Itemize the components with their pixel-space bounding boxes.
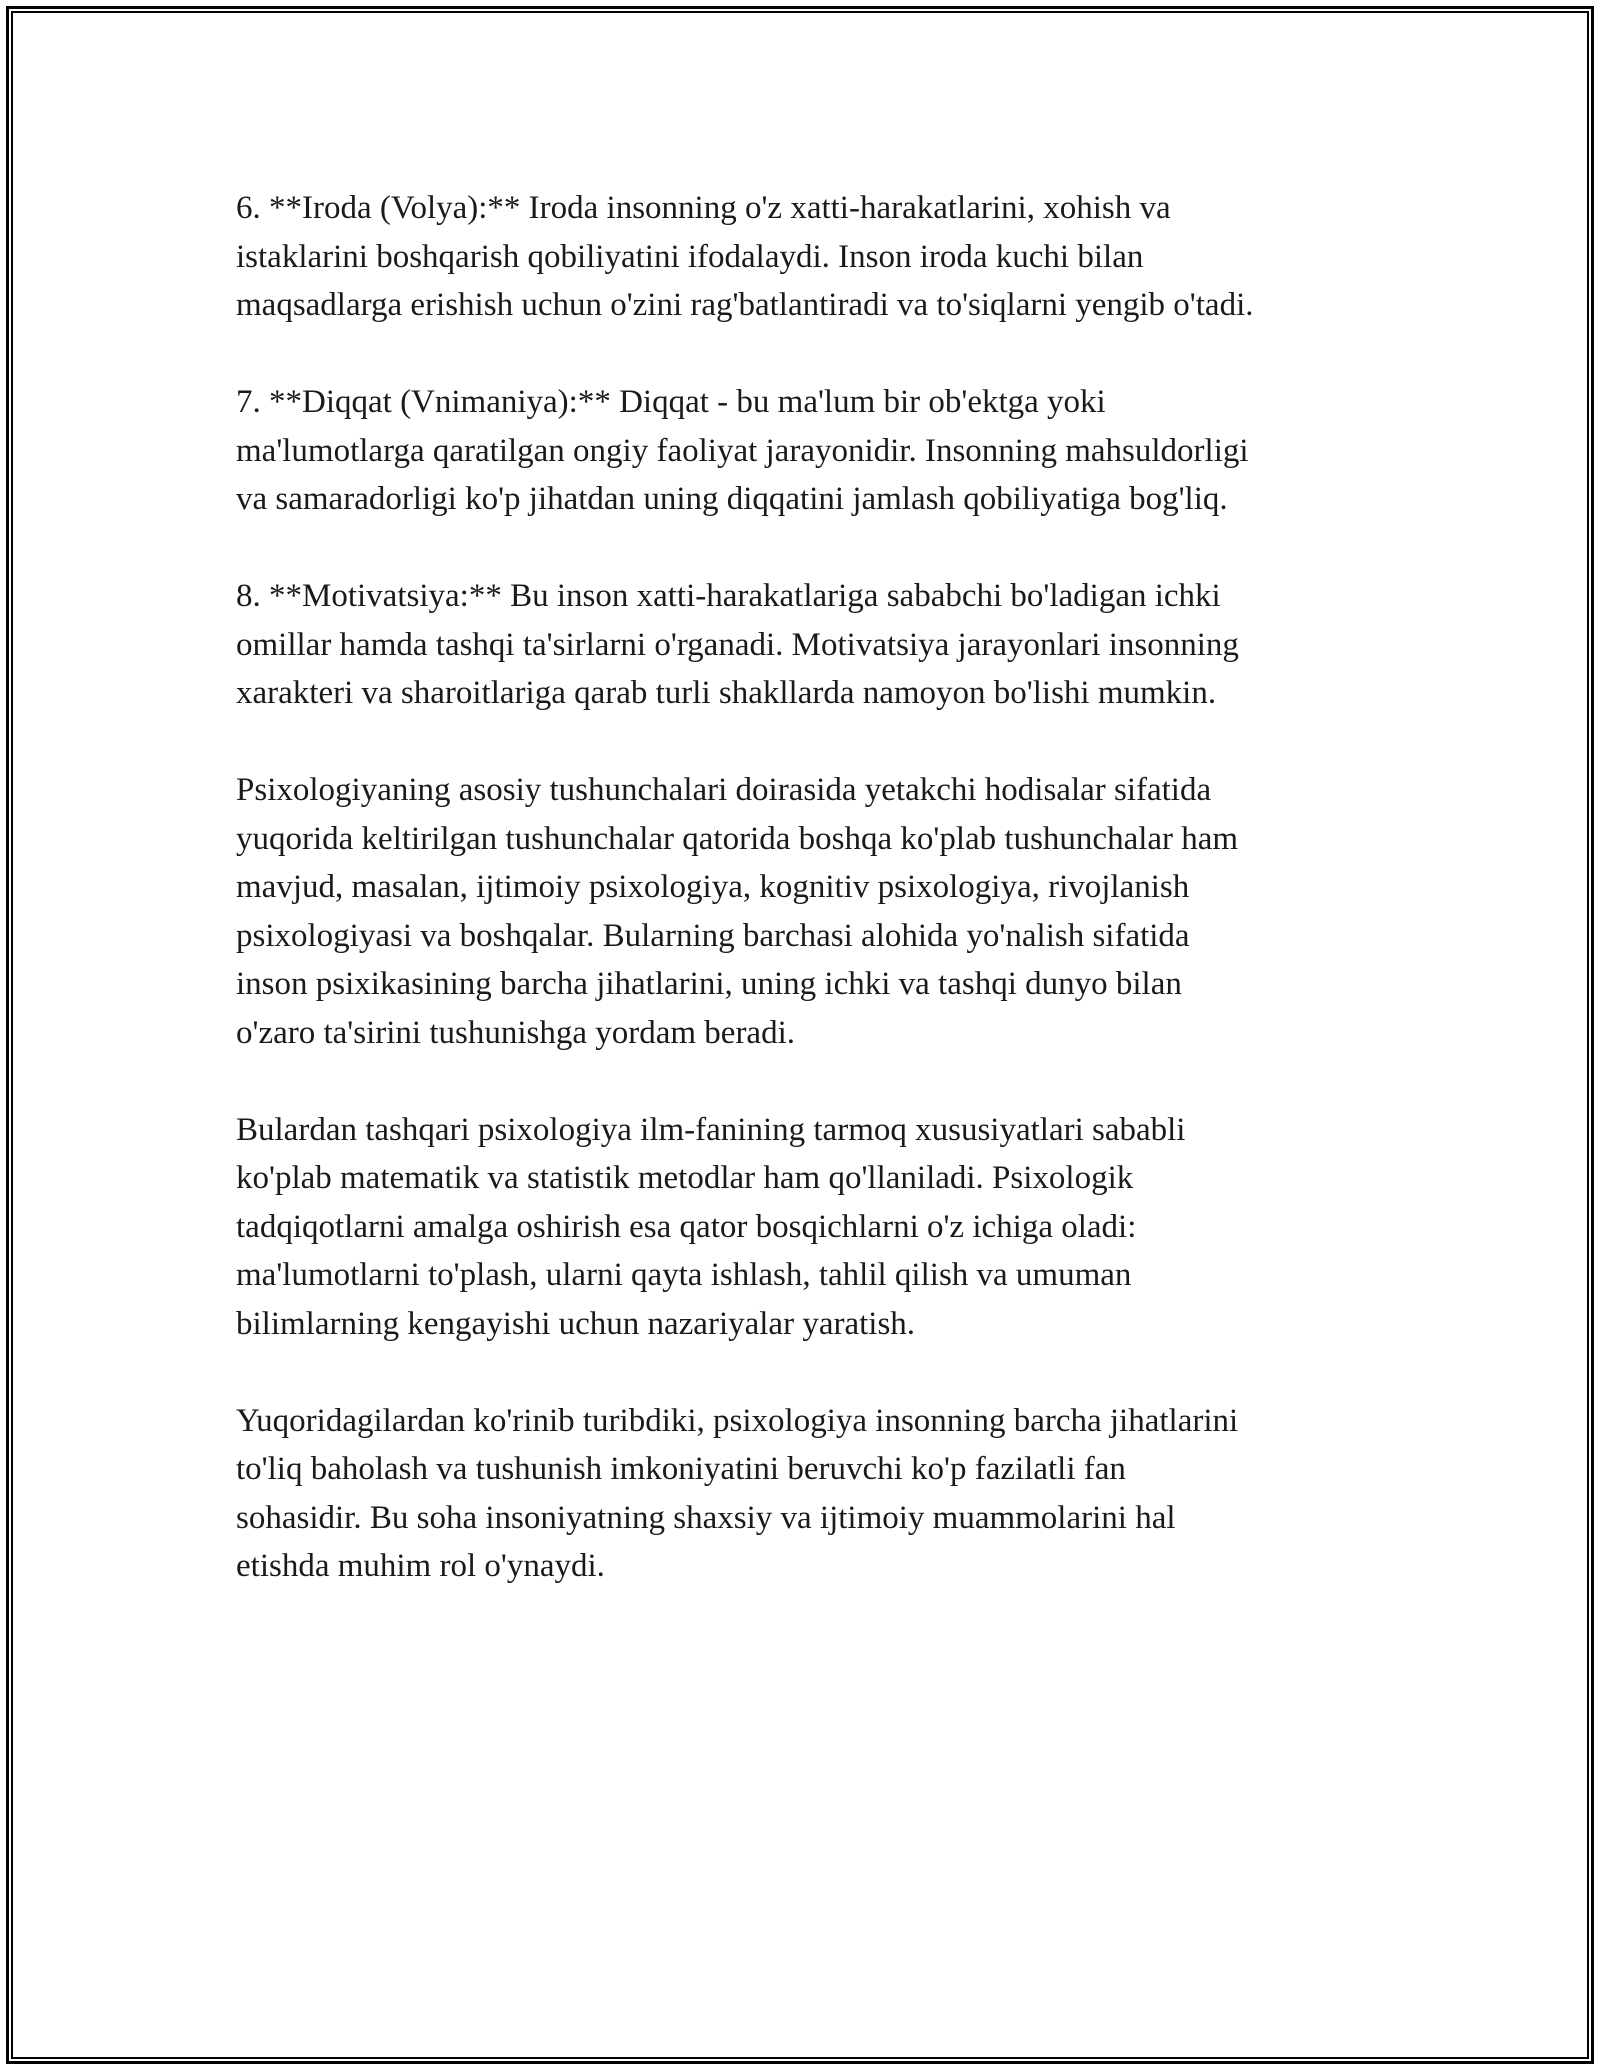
document-body <box>236 184 1396 1639</box>
paragraph-metodlar: Bulardan tashqari psixologiya ilm-fanining tarmoq xususiyatlari sababli ko'plab matematik va statistik metodlar ham qo'llaniladi. Psixologik tadqiqotlarni amalga oshirish esa qator bosqichlarni o'z ichiga oladi: ma'lumotlarni to'plash, ularni qayta ishlash, tahlil qilish va umuman bilimlarning kengayishi uchun nazariyalar yaratish. <box>236 1111 1186 1342</box>
paragraph-motivatsiya: 8. **Motivatsiya:** Bu inson xatti-harakatlariga sababchi bo'ladigan ichki omillar hamda tashqi ta'sirlarni o'rganadi. Motivatsiya jarayonlari insonning xarakteri va sharoitlariga qarab turli shakllarda namoyon bo'lishi mumkin. <box>236 578 1239 711</box>
paragraph-asosiy-tushunchalar: Psixologiyaning asosiy tushunchalari doirasida yetakchi hodisalar sifatida yuqorida keltirilgan tushunchalar qatorida boshqa ko'plab tushunchalar ham mavjud, masalan, ijtimoiy psixologiya, kognitiv psixologiya, rivojlanish psixologiyasi va boshqalar. Bularning barchasi alohida yo'nalish sifatida inson psixikasining barcha jihatlarini, uning ichki va tashqi dunyo bilan o'zaro ta'sirini tushunishga yordam beradi. <box>236 772 1239 1051</box>
paragraph-xulosa: Yuqoridagilardan ko'rinib turibdiki, psixologiya insonning barcha jihatlarini to'liq baholash va tushunish imkoniyatini beruvchi ko'p fazilatli fan sohasidir. Bu soha insoniyatning shaxsiy va ijtimoiy muammolarini hal etishda muhim rol o'ynaydi. <box>236 1402 1239 1584</box>
paragraph-iroda: 6. **Iroda (Volya):** Iroda insonning o'z xatti-harakatlarini, xohish va istaklarini boshqarish qobiliyatini ifodalaydi. Inson iroda kuchi bilan maqsadlarga erishish uchun o'zini rag'batlantiradi va to'siqlarni yengib o'tadi. <box>236 190 1254 323</box>
paragraph-diqqat: 7. **Diqqat (Vnimaniya):** Diqqat - bu ma'lum bir ob'ektga yoki ma'lumotlarga qaratilgan ongiy faoliyat jarayonidir. Insonning mahsuldorligi va samaradorligi ko'p jihatdan uning diqqatini jamlash qobiliyatiga bog'liq. <box>236 384 1249 517</box>
